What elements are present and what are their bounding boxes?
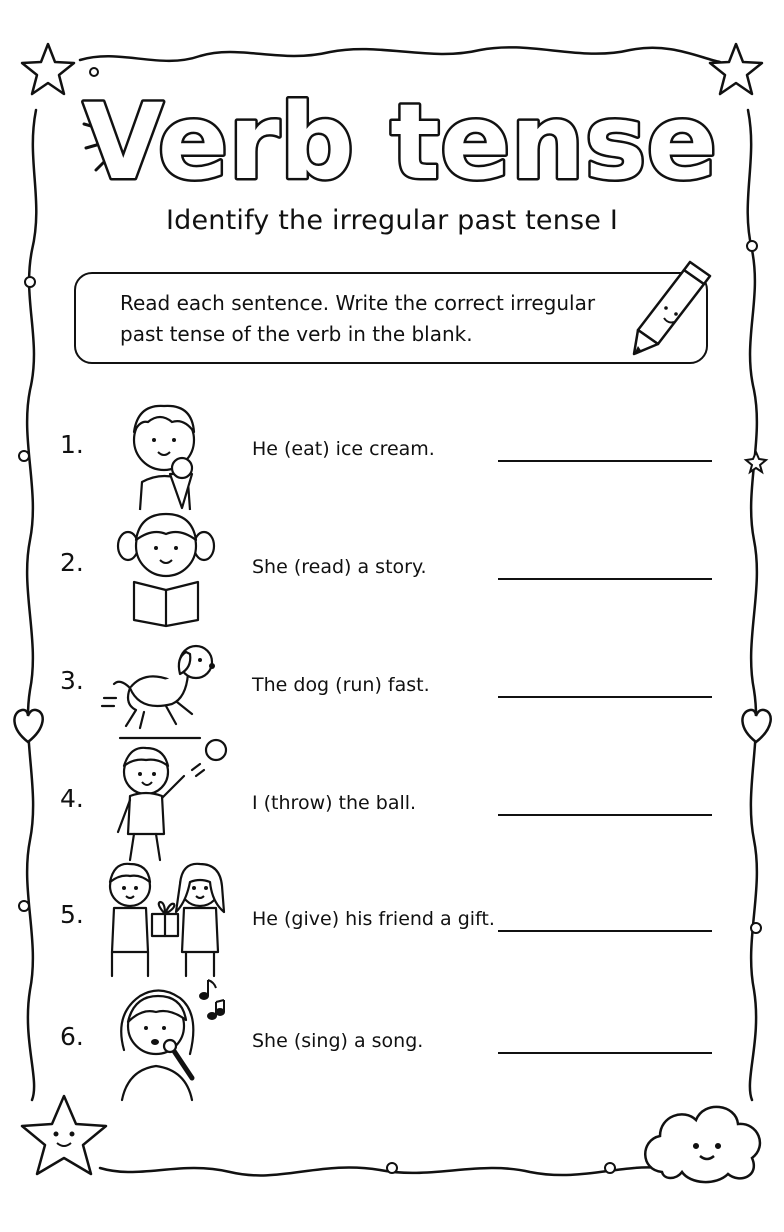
answer-blank[interactable] xyxy=(498,930,712,932)
instructions-text: Read each sentence. Write the correct irregular past tense of the verb in the blank. xyxy=(120,291,596,346)
sentence: The dog (run) fast. xyxy=(252,674,430,696)
item-number: 1. xyxy=(60,430,84,459)
answer-blank[interactable] xyxy=(498,578,712,580)
sentence: I (throw) the ball. xyxy=(252,792,417,814)
list-item xyxy=(0,880,784,980)
music-note-icon xyxy=(200,980,224,1019)
item-number: 3. xyxy=(60,666,84,695)
item-number: 5. xyxy=(60,900,84,929)
list-item xyxy=(0,528,784,628)
sentence: She (sing) a song. xyxy=(252,1030,424,1052)
list-item xyxy=(0,646,784,746)
list-item xyxy=(0,410,784,510)
sentence: She (read) a story. xyxy=(252,556,427,578)
star-icon xyxy=(22,44,74,94)
star-icon xyxy=(22,1096,106,1174)
girl-reading-book-icon xyxy=(100,500,230,630)
answer-blank[interactable] xyxy=(498,696,712,698)
cloud-icon xyxy=(645,1107,760,1182)
girl-singing-icon xyxy=(100,974,230,1104)
list-item xyxy=(0,764,784,864)
sentence: He (eat) ice cream. xyxy=(252,438,435,460)
page-title xyxy=(80,60,720,210)
answer-blank[interactable] xyxy=(498,814,712,816)
title-text: Verb tense xyxy=(82,81,718,203)
running-dog-icon xyxy=(100,618,230,748)
item-number: 6. xyxy=(60,1022,84,1051)
subtitle: Identify the irregular past tense I xyxy=(165,205,619,236)
answer-blank[interactable] xyxy=(498,1052,712,1054)
instructions-box xyxy=(74,272,708,364)
list-item xyxy=(0,1002,784,1102)
item-number: 2. xyxy=(60,548,84,577)
boy-eating-ice-cream-icon xyxy=(100,382,230,512)
boy-throwing-ball-icon xyxy=(100,736,230,866)
item-number: 4. xyxy=(60,784,84,813)
answer-blank[interactable] xyxy=(498,460,712,462)
kids-giving-gift-icon xyxy=(100,852,230,982)
pencil-icon xyxy=(620,260,720,360)
sentence: He (give) his friend a gift. xyxy=(252,908,495,930)
